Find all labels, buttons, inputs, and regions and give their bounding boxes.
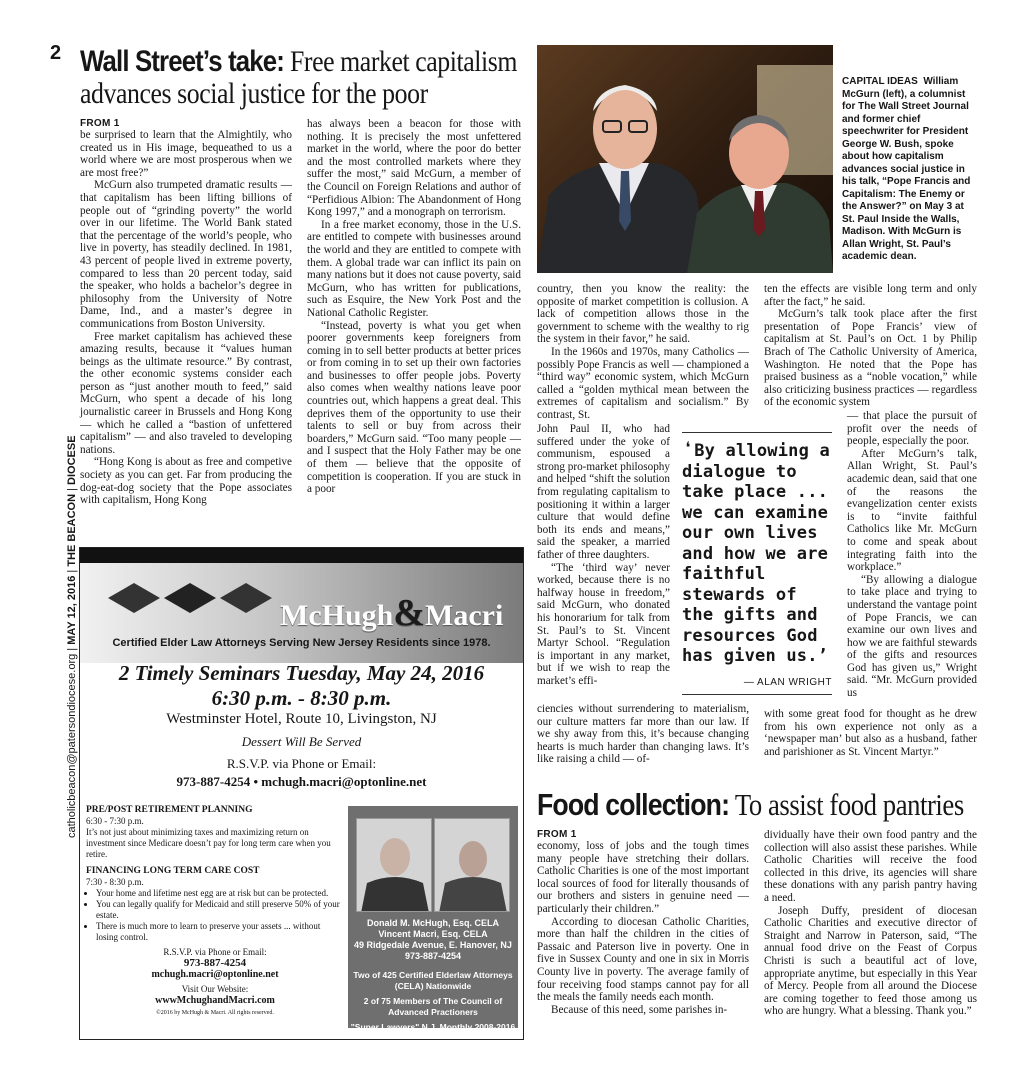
attorney-photo-1 xyxy=(356,818,432,912)
main-article-column-3-bottom: ciencies without surrendering to materialism, our culture matters far more than our law. If we shy away from this, it’s because changing hearts is much harder than changing laws. It’s like raising a child — of- xyxy=(537,703,749,766)
quote-mark-icon: ❛ xyxy=(682,437,695,461)
food-headline: Food collection: To assist food pantries xyxy=(537,787,964,822)
seminar-2-title: FINANCING LONG TERM CARE COST xyxy=(86,866,260,876)
caption-text: William McGurn (left), a columnist for The Wall Street Journal and former chief speechwriter for President George W. Bush, spoke about how capitalism advances social justice in his talk, “Pope Francis and Capitalism: The Enemy or the Answer?” on May 3 at St. Paul Inside the Walls, Madison. With McGurn is Allan Wright, St. Paul’s academic dean. xyxy=(842,76,971,262)
ad-dessert: Dessert Will Be Served xyxy=(241,734,362,749)
sidebar-date: MAY 12, 2016 xyxy=(66,575,78,645)
main-article-column-2: has always been a beacon for those with nothing. It is precisely the most unfettered market in the world, where the poor do better and the most controlled markets where they suffer the most,” said McGurn, a member of the Council on Foreign Relations and author of “Perfidious Albion: The Abandonment of Hong Kong 1997,” and a monograph on terrorism. In a free market economy, those in the U.S. are entitled to compete with businesses around the world and they are entitled to compete with them. A global trade war can inflict its pain on many nations but it does not cause poverty, said McGurn, who has written for publications, such as Esquire, the New York Post and the National Catholic Register. “Instead, poverty is what you get when poorer governments keep foreigners from coming in to sell better products at better prices or from coming in to set up their own factories and businesses to offer people jobs. Poverty also comes when wealthy nations leave poor countries out, which happens a great deal. This deprives them of the opportunity to use their talents to sell or buy from across their boarders,” McGurn said. “Too many people — and I suspect that the Holy Father may be one of them — believe that the opposite of competition is cooperation. If you are stuck in a poor xyxy=(307,118,521,496)
ad-email: mchugh.macri@optonline.net xyxy=(151,969,279,980)
ad-seminar-title: 2 Timely Seminars Tuesday, May 24, 2016 xyxy=(118,661,485,685)
main-article-column-3-narrow: John Paul II, who had suffered under the yoke of communism, espoused a strong pro-market philosophy and helped “shift the solution from regulating capitalism to positioning it within a larger culture that would define both its ends and means,” said the speaker, a married father of three daughters. “The ‘third way’ never worked, because there is no halfway house in freedom,” said McGurn, who donated his honorarium for talk from St. Paul’s to St. Vincent Martyr School. “Regulation is important in any market, but if we wish to reap the market’s effi- xyxy=(537,423,670,687)
main-article-column-4: ten the effects are visible long term and only after the fact,” he said. McGurn’s talk took place after the first presentation of Pope Francis’ view of capitalism at St. Paul’s on Oct. 1 by Philip Brach of The Catholic University of America, Washington. He noted that the Pope has praised business as a “noble vocation,” while also criticizing business practices — regardless of the economic system xyxy=(764,283,977,409)
pull-quote xyxy=(682,432,832,695)
food-headline-kicker: Food collection: xyxy=(537,787,730,822)
ad-seminar-time: 6:30 p.m. - 8:30 p.m. xyxy=(211,686,392,710)
main-article-column-3: country, then you know the reality: the opposite of market competition is collusion. A lack of competition allows those in the government to scheme with the wealthy to rig the system in their favor,” he said. In the 1960s and 1970s, many Catholics — possibly Pope Francis as well — championed a “third way” economic system, which McGurn called a “golden mythical mean between the extremes of capitalism and socialism.” By contrast, St. xyxy=(537,283,749,421)
page-number: 2 xyxy=(50,42,62,64)
ad-banner xyxy=(80,563,523,663)
from-label: FROM 1 xyxy=(80,118,120,129)
ad-contact-line: 973-887-4254 • mchugh.macri@optonline.net xyxy=(176,774,427,789)
ad-website: wwwMchughandMacri.com xyxy=(155,995,275,1006)
ad-attorney-contact: Donald M. McHugh, Esq. CELA Vincent Macri, Esq. CELA 49 Ridgedale Avenue, E. Hanover, NJ 973-887-4254 Two of 425 Certified Elderlaw Attorneys (CELA) Nationwide 2 of 75 Members of The Council of Advanced Practioners "Super Lawyers" N.J. Monthly 2008-2016 xyxy=(350,918,516,1032)
main-headline: Wall Street’s take: Free market capitalism advances social justice for the poor xyxy=(80,45,517,110)
main-article-column-1: FROM 1 be surprised to learn that the Almightily, who created us in His image, bequeathed to us a world where we are most prosperous when we are most free?” McGurn also trumpeted dramatic results — that capitalism has been lifting billions of people out of “grinding poverty” the world over in our lifetime. The World Bank stated that the percentage of the world’s people, who live in poverty, has steadily declined. In 1981, 43 percent of people lived in extreme poverty, compared to less than 20 percent today, said the speaker, who holds a bachelor’s degree in philosophy from the University of Notre Dame, Ind., and a master’s degree in communications from Boston University. Free market capitalism has achieved these amazing results, because it “values human beings as the ultimate resource.” By contrast, the other economic systems consider each person as “just another mouth to feed,” said McGurn, who spent a decade of his long journalistic career in Brussels and Hong Kong — which he called a “bastion of unfettered capitalism” — and also traveled to developing nations. “Hong Kong is about as free and competive society as you can get. Far from producing the dog-eat-dog society that the Pope associates with capitalism, Hong Kong xyxy=(80,118,292,507)
photo-caption xyxy=(842,76,977,264)
sidebar-publication: THE BEACON xyxy=(66,493,78,567)
article-photo xyxy=(537,45,833,273)
ad-top-bar xyxy=(80,548,523,563)
pull-quote-attribution: — ALAN WRIGHT xyxy=(743,676,832,688)
sidebar-text: catholicbeacon@patersondiocese.org | MAY 12, 2016 | THE BEACON | DIOCESE xyxy=(66,435,78,838)
seminar-1-title: PRE/POST RETIREMENT PLANNING xyxy=(86,805,253,815)
caption-lead: CAPITAL IDEAS xyxy=(842,76,918,87)
ad-phone: 973-887-4254 xyxy=(183,957,247,969)
pull-quote-text: ❛By allowing a dialogue to take place ... we can examine our own lives and how we are faithful stewards of the gifts and resources God has given us.’ xyxy=(682,437,830,666)
sidebar-email: catholicbeacon@patersondiocese.org xyxy=(66,653,78,838)
sidebar-strip xyxy=(52,42,78,838)
ad-rsvp: R.S.V.P. via Phone or Email: xyxy=(226,756,377,771)
food-article-column-2: dividually have their own food pantry and the collection will also assist these parishes. While Catholic Charities will receive the food collected in this drive, its agencies will share these donations with any parish pantry having a need. Joseph Duffy, president of diocesan Catholic Charities and executive director of Straight and Narrow in Paterson, said, “The annual food drive on the Feast of Corpus Christi is such a beautiful act of love, appropriate anytime, but especially in this Year of Mercy. People from all around the Diocese are coming together to feed those among us who are hungry. What a blessing. Thank you.” xyxy=(764,829,977,1018)
sidebar-section: DIOCESE xyxy=(66,435,78,485)
main-headline-kicker: Wall Street’s take: xyxy=(80,45,284,78)
main-article-column-4-narrow: — that place the pursuit of profit over the needs of people, especially the poor. After McGurn’s talk, Allan Wright, St. Paul’s academic dean, said that one of the reasons the evangelization center exists is to “invite faithful Catholics like Mr. McGurn to come and speak about integrating faith into the workplace.” “By allowing a dialogue to take place and trying to understand the vantage point of Pope Francis, we can examine our own lives and how we are faithful stewards of the gifts and resources God has given us,” Wright said. “Mr. McGurn provided us xyxy=(847,410,977,700)
photo-illustration xyxy=(537,45,833,273)
ad-tagline: Certified Elder Law Attorneys Serving New Jersey Residents since 1978. xyxy=(112,637,491,649)
ad-seminar-details: PRE/POST RETIREMENT PLANNING 6:30 - 7:30 p.m. It’s not just about minimizing taxes and maximizing return on investment since Medicare doesn’t pay for long term care when you retire. FINANCING LONG TERM CARE COST 7:30 - 8:30 p.m. • Your home and lifetime nest egg are at risk but can be protected. • You can legally qualify for Medicaid and still preserve 50% of your estate. • There is much more to learn to preserve your assets ... without losing control. R.S.V.P. via Phone or Email: 973-887-4254 mchugh.macri@optonline.net Visit Our Website: wwwMchughandMacri.com ©2016 by McHugh & Macri. All rights reserved. xyxy=(86,805,344,1019)
main-article-column-4-bottom: with some great food for thought as he drew from his own experience not only as a ‘newspaper man’ but also as a husband, father and parishioner as St. Vincent Martyr.” xyxy=(764,708,977,758)
attorney-photo-2 xyxy=(434,818,510,912)
advertisement xyxy=(79,547,524,1040)
ad-attorney-panel xyxy=(348,806,518,1032)
food-from-label: FROM 1 xyxy=(537,829,577,840)
ad-venue: Westminster Hotel, Route 10, Livingston, NJ xyxy=(166,711,437,727)
food-article-column-1: FROM 1 economy, loss of jobs and the tough times many people have stretching their dollars. Catholic Charities is one of the most important local sources of food for literally thousands of our brothers and sisters in genuine need —particularly their children.” According to diocesan Catholic Charities, more than half the children in the cities of Passaic and Paterson live in poverty. One in five in Sussex County and one in six in Morris County live in poverty. The average family of four receiving food stamps cannot pay for all the meals the family needs each month. Because of this need, some parishes in- xyxy=(537,829,749,1016)
diamond-logo-icon xyxy=(108,581,278,615)
ad-firm-name: McHugh&Macri xyxy=(280,592,504,634)
